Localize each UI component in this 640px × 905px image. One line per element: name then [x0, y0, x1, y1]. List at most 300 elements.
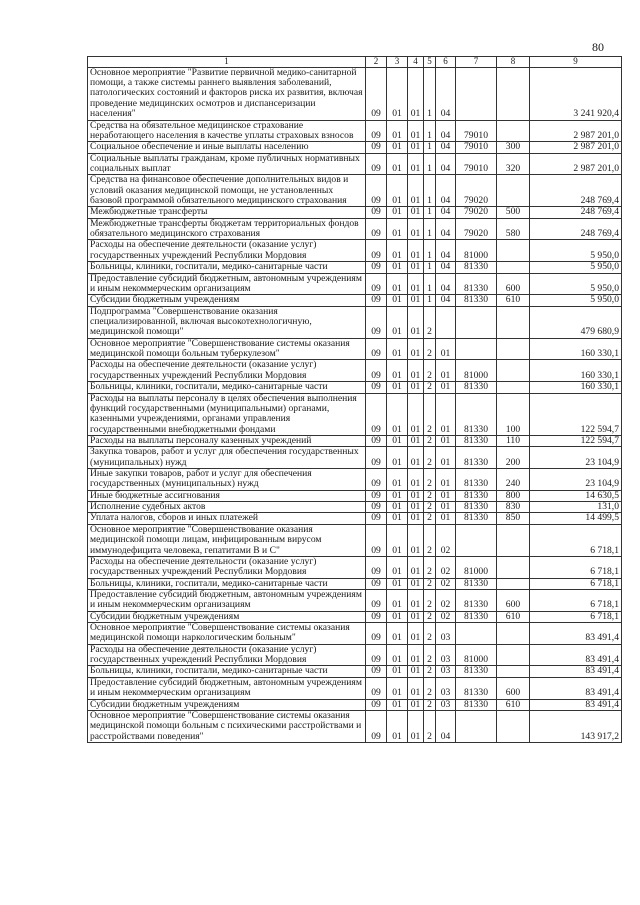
code-activity: 02: [436, 556, 456, 578]
code-expense-type: [497, 578, 530, 589]
row-amount: 2 987 201,0: [530, 120, 622, 142]
code-program: 1: [424, 273, 436, 295]
code-program: 2: [424, 611, 436, 622]
code-section: 01: [387, 142, 408, 153]
code-activity: 04: [436, 142, 456, 153]
code-subsection: 01: [408, 142, 424, 153]
code-activity: 04: [436, 153, 456, 175]
code-section: 01: [387, 262, 408, 273]
column-header: 5: [424, 57, 436, 68]
budget-table: [87, 56, 622, 743]
row-name: Расходы на выплаты персоналу в целях обеспечения выполнения функций государственными (муниципальными) органами, казенными учреждениями, органами управления государственными внебюджетными фондами: [88, 393, 366, 435]
table-row: [88, 360, 622, 382]
code-program: 2: [424, 524, 436, 556]
code-expense-type: [497, 262, 530, 273]
table-row: [88, 556, 622, 578]
code-activity: 01: [436, 338, 456, 360]
row-name: Больницы, клиники, госпитали, медико-санитарные части: [88, 262, 366, 273]
code-ministry: 09: [366, 469, 387, 491]
code-section: 01: [387, 207, 408, 218]
code-direction: 81330: [456, 469, 497, 491]
code-expense-type: [497, 338, 530, 360]
code-program: 2: [424, 644, 436, 666]
code-program: 1: [424, 142, 436, 153]
row-name: Основное мероприятие "Совершенствование системы оказания медицинской помощи больным с психическими расстройствами и расстройствами поведения": [88, 710, 366, 742]
code-program: 2: [424, 710, 436, 742]
code-activity: 04: [436, 120, 456, 142]
table-row: [88, 502, 622, 513]
code-section: 01: [387, 447, 408, 469]
code-ministry: 09: [366, 589, 387, 611]
code-ministry: 09: [366, 382, 387, 393]
row-name: Субсидии бюджетным учреждениям: [88, 611, 366, 622]
code-section: 01: [387, 502, 408, 513]
code-section: 01: [387, 382, 408, 393]
code-expense-type: 240: [497, 469, 530, 491]
code-section: 01: [387, 677, 408, 699]
code-subsection: 01: [408, 120, 424, 142]
code-expense-type: [497, 623, 530, 645]
code-expense-type: 100: [497, 393, 530, 435]
code-expense-type: [497, 175, 530, 207]
row-name: Социальные выплаты гражданам, кроме публичных нормативных социальных выплат: [88, 153, 366, 175]
code-section: 01: [387, 611, 408, 622]
code-direction: 81330: [456, 502, 497, 513]
table-row: [88, 262, 622, 273]
code-ministry: 09: [366, 338, 387, 360]
table-row: [88, 435, 622, 446]
code-subsection: 01: [408, 469, 424, 491]
row-amount: 83 491,4: [530, 699, 622, 710]
code-ministry: 09: [366, 490, 387, 501]
table-row: [88, 153, 622, 175]
code-direction: 79010: [456, 153, 497, 175]
code-ministry: 09: [366, 360, 387, 382]
code-activity: 04: [436, 207, 456, 218]
row-amount: 479 680,9: [530, 306, 622, 338]
table-row: [88, 677, 622, 699]
row-amount: 6 718,1: [530, 578, 622, 589]
code-expense-type: 850: [497, 513, 530, 524]
row-amount: 83 491,4: [530, 666, 622, 677]
row-name: Средства на обязательное медицинское страхование неработающего населения в качестве уплаты страховых взносов: [88, 120, 366, 142]
code-activity: 01: [436, 393, 456, 435]
code-ministry: 09: [366, 207, 387, 218]
code-expense-type: 800: [497, 490, 530, 501]
code-section: 01: [387, 666, 408, 677]
code-direction: [456, 710, 497, 742]
code-program: 2: [424, 699, 436, 710]
table-row: [88, 67, 622, 120]
row-amount: 160 330,1: [530, 382, 622, 393]
code-program: 2: [424, 513, 436, 524]
code-direction: [456, 306, 497, 338]
row-name: Уплата налогов, сборов и иных платежей: [88, 513, 366, 524]
row-name: Межбюджетные трансферты: [88, 207, 366, 218]
code-activity: 02: [436, 524, 456, 556]
code-activity: 03: [436, 623, 456, 645]
column-header: 8: [497, 57, 530, 68]
code-subsection: 01: [408, 360, 424, 382]
code-expense-type: [497, 306, 530, 338]
code-activity: 01: [436, 360, 456, 382]
code-direction: [456, 623, 497, 645]
code-direction: 81330: [456, 578, 497, 589]
code-direction: 81330: [456, 447, 497, 469]
code-program: 2: [424, 502, 436, 513]
code-program: 1: [424, 120, 436, 142]
row-amount: 131,0: [530, 502, 622, 513]
code-ministry: 09: [366, 120, 387, 142]
table-row: [88, 273, 622, 295]
code-section: 01: [387, 306, 408, 338]
table-row: [88, 382, 622, 393]
code-ministry: 09: [366, 240, 387, 262]
code-ministry: 09: [366, 699, 387, 710]
row-amount: 14 499,5: [530, 513, 622, 524]
code-ministry: 09: [366, 502, 387, 513]
table-row: [88, 699, 622, 710]
row-amount: 160 330,1: [530, 360, 622, 382]
code-activity: 04: [436, 240, 456, 262]
row-name: Социальное обеспечение и иные выплаты населению: [88, 142, 366, 153]
code-section: 01: [387, 273, 408, 295]
code-activity: 01: [436, 435, 456, 446]
code-section: 01: [387, 218, 408, 240]
code-activity: 01: [436, 382, 456, 393]
row-amount: 23 104,9: [530, 447, 622, 469]
code-activity: 02: [436, 611, 456, 622]
code-direction: 81000: [456, 556, 497, 578]
table-row: [88, 490, 622, 501]
code-ministry: 09: [366, 710, 387, 742]
row-name: Исполнение судебных актов: [88, 502, 366, 513]
code-direction: 79020: [456, 175, 497, 207]
code-ministry: 09: [366, 273, 387, 295]
code-ministry: 09: [366, 666, 387, 677]
row-name: Иные бюджетные ассигнования: [88, 490, 366, 501]
code-program: 1: [424, 207, 436, 218]
row-name: Расходы на обеспечение деятельности (оказание услуг) государственных учреждений Республики Мордовия: [88, 644, 366, 666]
column-header: 1: [88, 57, 366, 68]
row-amount: 5 950,0: [530, 273, 622, 295]
code-expense-type: 830: [497, 502, 530, 513]
row-amount: 5 950,0: [530, 262, 622, 273]
code-ministry: 09: [366, 262, 387, 273]
code-subsection: 01: [408, 295, 424, 306]
row-name: Иные закупки товаров, работ и услуг для обеспечения государственных (муниципальных) нужд: [88, 469, 366, 491]
column-header: 2: [366, 57, 387, 68]
code-activity: 04: [436, 262, 456, 273]
code-subsection: 01: [408, 153, 424, 175]
code-subsection: 01: [408, 502, 424, 513]
row-amount: 6 718,1: [530, 611, 622, 622]
code-program: 2: [424, 447, 436, 469]
table-row: [88, 623, 622, 645]
table-row: [88, 578, 622, 589]
code-direction: [456, 524, 497, 556]
code-subsection: 01: [408, 677, 424, 699]
code-program: 1: [424, 240, 436, 262]
row-amount: 6 718,1: [530, 589, 622, 611]
code-program: 2: [424, 435, 436, 446]
table-row: [88, 240, 622, 262]
code-expense-type: [497, 360, 530, 382]
code-expense-type: 300: [497, 142, 530, 153]
code-section: 01: [387, 67, 408, 120]
code-subsection: 01: [408, 490, 424, 501]
code-expense-type: 580: [497, 218, 530, 240]
table-row: [88, 306, 622, 338]
code-ministry: 09: [366, 218, 387, 240]
code-section: 01: [387, 710, 408, 742]
code-ministry: 09: [366, 175, 387, 207]
row-amount: 248 769,4: [530, 218, 622, 240]
code-ministry: 09: [366, 393, 387, 435]
code-activity: 01: [436, 513, 456, 524]
code-ministry: 09: [366, 435, 387, 446]
row-name: Субсидии бюджетным учреждениям: [88, 295, 366, 306]
code-program: 2: [424, 677, 436, 699]
row-amount: 2 987 201,0: [530, 142, 622, 153]
row-name: Больницы, клиники, госпитали, медико-санитарные части: [88, 578, 366, 589]
code-section: 01: [387, 338, 408, 360]
code-program: 2: [424, 556, 436, 578]
row-name: Расходы на обеспечение деятельности (оказание услуг) государственных учреждений Республики Мордовия: [88, 240, 366, 262]
table-row: [88, 295, 622, 306]
table-row: [88, 120, 622, 142]
code-section: 01: [387, 360, 408, 382]
code-direction: 81330: [456, 589, 497, 611]
table-row: [88, 644, 622, 666]
table-row: [88, 175, 622, 207]
code-direction: 79020: [456, 207, 497, 218]
column-header: 7: [456, 57, 497, 68]
code-program: 2: [424, 623, 436, 645]
code-expense-type: 600: [497, 273, 530, 295]
column-header: 6: [436, 57, 456, 68]
code-section: 01: [387, 644, 408, 666]
code-activity: 04: [436, 175, 456, 207]
code-subsection: 01: [408, 207, 424, 218]
code-program: 1: [424, 153, 436, 175]
table-row: [88, 513, 622, 524]
code-ministry: 09: [366, 677, 387, 699]
code-activity: 03: [436, 699, 456, 710]
row-name: Расходы на обеспечение деятельности (оказание услуг) государственных учреждений Республики Мордовия: [88, 360, 366, 382]
code-program: 1: [424, 295, 436, 306]
row-name: Расходы на обеспечение деятельности (оказание услуг) государственных учреждений Республики Мордовия: [88, 556, 366, 578]
row-name: Предоставление субсидий бюджетным, автономным учреждениям и иным некоммерческим организациям: [88, 677, 366, 699]
code-section: 01: [387, 524, 408, 556]
row-name: Основное мероприятие "Развитие первичной медико-санитарной помощи, а также системы раннего выявления заболеваний, патологических состояний и факторов риска их развития, включая проведение медицинских осмотров и диспансеризации населения": [88, 67, 366, 120]
code-program: 2: [424, 578, 436, 589]
code-program: 2: [424, 382, 436, 393]
code-subsection: 01: [408, 513, 424, 524]
row-amount: 122 594,7: [530, 435, 622, 446]
code-expense-type: [497, 556, 530, 578]
code-activity: 03: [436, 677, 456, 699]
row-name: Больницы, клиники, госпитали, медико-санитарные части: [88, 382, 366, 393]
code-section: 01: [387, 120, 408, 142]
code-expense-type: [497, 120, 530, 142]
code-subsection: 01: [408, 262, 424, 273]
code-ministry: 09: [366, 67, 387, 120]
code-ministry: 09: [366, 578, 387, 589]
table-row: [88, 338, 622, 360]
row-name: Расходы на выплаты персоналу казенных учреждений: [88, 435, 366, 446]
code-subsection: 01: [408, 623, 424, 645]
code-section: 01: [387, 699, 408, 710]
code-direction: 81330: [456, 435, 497, 446]
code-direction: 81330: [456, 699, 497, 710]
code-subsection: 01: [408, 556, 424, 578]
row-amount: 6 718,1: [530, 524, 622, 556]
code-program: 1: [424, 262, 436, 273]
code-section: 01: [387, 153, 408, 175]
code-expense-type: [497, 524, 530, 556]
row-amount: 248 769,4: [530, 175, 622, 207]
code-expense-type: [497, 666, 530, 677]
code-section: 01: [387, 393, 408, 435]
code-direction: 81330: [456, 677, 497, 699]
code-subsection: 01: [408, 666, 424, 677]
code-expense-type: 610: [497, 295, 530, 306]
code-subsection: 01: [408, 578, 424, 589]
row-amount: 83 491,4: [530, 677, 622, 699]
code-direction: 81330: [456, 273, 497, 295]
code-activity: 01: [436, 502, 456, 513]
code-direction: 81330: [456, 513, 497, 524]
code-direction: 81330: [456, 666, 497, 677]
code-direction: 81330: [456, 382, 497, 393]
code-subsection: 01: [408, 644, 424, 666]
row-name: Больницы, клиники, госпитали, медико-санитарные части: [88, 666, 366, 677]
row-amount: 160 330,1: [530, 338, 622, 360]
code-direction: 81330: [456, 490, 497, 501]
table-row: [88, 524, 622, 556]
code-expense-type: 110: [497, 435, 530, 446]
code-subsection: 01: [408, 306, 424, 338]
code-activity: 04: [436, 67, 456, 120]
code-expense-type: [497, 240, 530, 262]
code-direction: 81330: [456, 295, 497, 306]
row-amount: 83 491,4: [530, 644, 622, 666]
code-subsection: 01: [408, 338, 424, 360]
column-header: 4: [408, 57, 424, 68]
code-expense-type: 320: [497, 153, 530, 175]
code-expense-type: [497, 710, 530, 742]
code-ministry: 09: [366, 623, 387, 645]
row-amount: 23 104,9: [530, 469, 622, 491]
code-ministry: 09: [366, 142, 387, 153]
code-direction: 81000: [456, 240, 497, 262]
row-name: Основное мероприятие "Совершенствование оказания медицинской помощи лицам, инфицированным вирусом иммунодефицита человека, гепатитами B и C": [88, 524, 366, 556]
row-amount: 248 769,4: [530, 207, 622, 218]
code-program: 2: [424, 469, 436, 491]
code-direction: 79010: [456, 120, 497, 142]
code-expense-type: [497, 382, 530, 393]
code-ministry: 09: [366, 153, 387, 175]
code-program: 2: [424, 306, 436, 338]
code-subsection: 01: [408, 447, 424, 469]
code-subsection: 01: [408, 699, 424, 710]
code-section: 01: [387, 175, 408, 207]
row-name: Средства на финансовое обеспечение дополнительных видов и условий оказания медицинской помощи, не установленных базовой программой обязательного медицинского страхования: [88, 175, 366, 207]
code-ministry: 09: [366, 295, 387, 306]
row-amount: 6 718,1: [530, 556, 622, 578]
header-row: [88, 57, 622, 68]
code-activity: 02: [436, 589, 456, 611]
code-ministry: 09: [366, 306, 387, 338]
row-amount: 83 491,4: [530, 623, 622, 645]
code-subsection: 01: [408, 435, 424, 446]
row-name: Субсидии бюджетным учреждениям: [88, 699, 366, 710]
code-direction: 79010: [456, 142, 497, 153]
row-name: Подпрограмма "Совершенствование оказания специализированной, включая высокотехнологичную, медицинской помощи": [88, 306, 366, 338]
code-activity: 01: [436, 447, 456, 469]
table-row: [88, 469, 622, 491]
code-program: 2: [424, 666, 436, 677]
code-program: 2: [424, 490, 436, 501]
code-subsection: 01: [408, 710, 424, 742]
row-amount: 143 917,2: [530, 710, 622, 742]
code-direction: 81000: [456, 644, 497, 666]
code-program: 2: [424, 338, 436, 360]
code-section: 01: [387, 578, 408, 589]
table-row: [88, 142, 622, 153]
code-activity: 04: [436, 273, 456, 295]
table-row: [88, 218, 622, 240]
code-ministry: 09: [366, 611, 387, 622]
row-name: Основное мероприятие "Совершенствование системы оказания медицинской помощи наркологическим больным": [88, 623, 366, 645]
row-name: Закупка товаров, работ и услуг для обеспечения государственных (муниципальных) нужд: [88, 447, 366, 469]
code-direction: 81330: [456, 393, 497, 435]
code-ministry: 09: [366, 524, 387, 556]
table-row: [88, 710, 622, 742]
code-direction: [456, 67, 497, 120]
code-direction: [456, 338, 497, 360]
row-amount: 3 241 920,4: [530, 67, 622, 120]
table-row: [88, 207, 622, 218]
code-subsection: 01: [408, 524, 424, 556]
row-name: Межбюджетные трансферты бюджетам территориальных фондов обязательного медицинского страхования: [88, 218, 366, 240]
row-amount: 5 950,0: [530, 295, 622, 306]
table-row: [88, 393, 622, 435]
code-direction: 81000: [456, 360, 497, 382]
row-name: Основное мероприятие "Совершенствование системы оказания медицинской помощи больным туберкулезом": [88, 338, 366, 360]
code-section: 01: [387, 240, 408, 262]
code-program: 1: [424, 175, 436, 207]
code-activity: 04: [436, 710, 456, 742]
code-activity: 03: [436, 666, 456, 677]
code-activity: 03: [436, 644, 456, 666]
code-activity: 04: [436, 295, 456, 306]
code-direction: 81330: [456, 611, 497, 622]
table-header: [88, 57, 622, 68]
code-subsection: 01: [408, 589, 424, 611]
code-section: 01: [387, 435, 408, 446]
code-direction: 79020: [456, 218, 497, 240]
code-activity: 01: [436, 490, 456, 501]
code-expense-type: 200: [497, 447, 530, 469]
code-activity: 01: [436, 469, 456, 491]
code-activity: 02: [436, 578, 456, 589]
code-activity: 04: [436, 218, 456, 240]
code-subsection: 01: [408, 240, 424, 262]
table-row: [88, 666, 622, 677]
code-section: 01: [387, 623, 408, 645]
